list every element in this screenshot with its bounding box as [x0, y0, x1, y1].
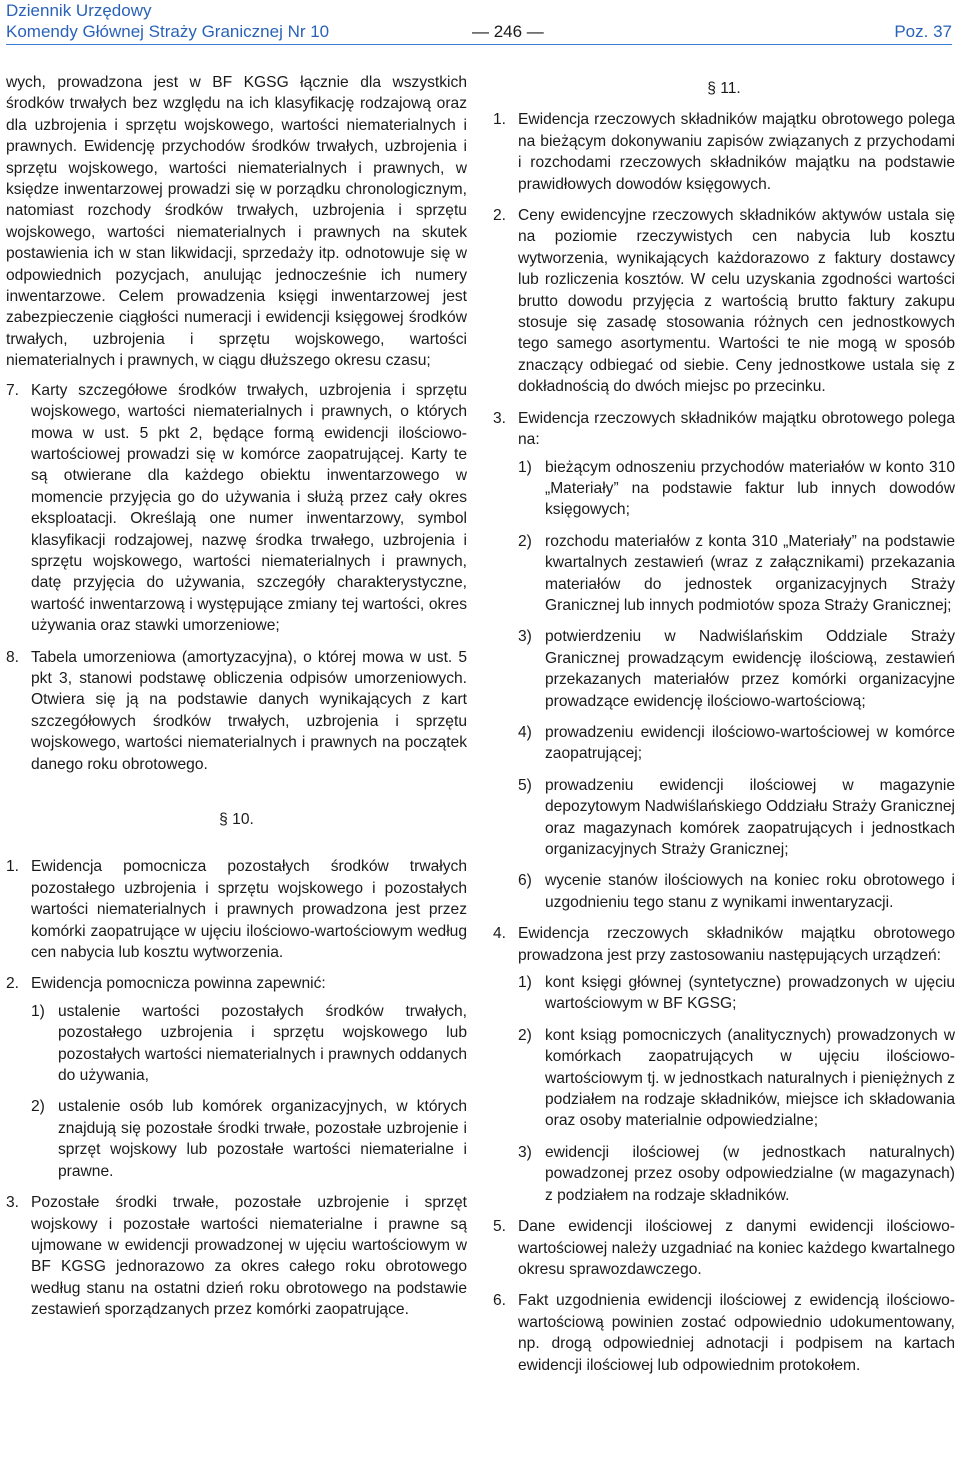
sub-item-10-2-1	[31, 1001, 467, 1087]
sub-item-text: bieżącym odnoszeniu przychodów materiałów w konto 310 „Materiały” na podstawie faktur lub innych dowodów księgowych;	[545, 458, 955, 519]
sub-item-number: 5)	[518, 776, 532, 794]
item-number: 1.	[6, 858, 20, 876]
list-item-11-4	[493, 923, 955, 1206]
item-number: 8.	[6, 648, 20, 666]
sub-item-11-4-1	[518, 972, 955, 1015]
item-text: Ewidencja pomocnicza powinna zapewnić:	[31, 975, 326, 993]
issuer-name: Komendy Głównej Straży Granicznej Nr 10	[6, 22, 330, 41]
list-item-11-5	[493, 1216, 955, 1280]
page-number: — 246 —	[472, 22, 544, 41]
sub-item-number: 3)	[518, 1143, 532, 1161]
item-text: Dane ewidencji ilościowej z danymi ewidencji ilościowo-wartościowej należy uzgadniać na koniec każdego kwartalnego okresu sprawozdawczego.	[518, 1218, 955, 1278]
list-item-7	[6, 380, 467, 637]
list-item-11-3	[493, 408, 955, 914]
item-number: 2.	[6, 975, 20, 993]
sub-item-number: 2)	[518, 1026, 532, 1044]
sub-item-text: ustalenie osób lub komórek organizacyjnych, w których znajdują się pozostałe środki trwałe, pozostałe uzbrojenie i sprzęt wojskowy lub pozostałe wartości niematerialne i prawne.	[58, 1098, 467, 1180]
sub-item-number: 1)	[518, 458, 532, 476]
item-text: Ceny ewidencyjne rzeczowych składników aktywów ustala się na poziomie rzeczywistych cen nabycia lub kosztu wytworzenia, wynikających każdorazowo z faktury dostawcy lub rozliczenia kosztów. W celu uzyskania zgodności wartości brutto dowodu przyjęcia z wartością brutto faktury zakupu stosuje się zasadę stosowania różnych cen jednostkowych tego samego asortymentu. Wartości te nie mogą w sposób znaczący odbiegać od siebie. Ceny jednostkowe ustala się z dokładnością do dwóch miejsc po przecinku.	[518, 207, 955, 396]
sub-item-number: 2)	[31, 1098, 45, 1116]
section-heading-11: § 11.	[707, 80, 741, 97]
list-item-8	[6, 647, 467, 775]
sub-item-text: ewidencji ilościowej (w jednostkach naturalnych) powadzonej przez osoby odpowiedzialne (w magazynach) z podziałem na rodzaje składników.	[545, 1143, 955, 1204]
left-column	[6, 72, 467, 1331]
sub-item-11-3-2	[518, 531, 955, 617]
item-number: 5.	[493, 1218, 507, 1236]
item-number: 3.	[493, 409, 507, 427]
item-text: Ewidencja rzeczowych składników majątku obrotowego prowadzona jest przy zastosowaniu następujących urządzeń:	[518, 925, 955, 964]
sub-item-text: potwierdzeniu w Nadwiślańskim Oddziale Straży Granicznej prowadzącym ewidencję ilościową, zestawień przekazanych materiałów przez komórki organizacyjne prowadzące ewidencję ilościowo-wartościową;	[545, 628, 955, 710]
item-number: 1.	[493, 111, 507, 129]
section-heading-10: § 10.	[219, 811, 254, 828]
list-item-10-2	[6, 973, 467, 1182]
list-item-10-1	[6, 856, 467, 963]
page-header	[6, 0, 952, 45]
item-number: 6.	[493, 1292, 507, 1310]
item-number: 3.	[6, 1194, 20, 1212]
sub-item-number: 4)	[518, 723, 532, 741]
sub-item-number: 3)	[518, 628, 532, 646]
sub-item-11-3-6	[518, 870, 955, 913]
right-column	[493, 72, 955, 1386]
sub-item-text: wycenie stanów ilościowych na koniec roku obrotowego i uzgodnieniu tego stanu z wynikami inwentaryzacji.	[545, 872, 955, 911]
item-text: Tabela umorzeniowa (amortyzacyjna), o której mowa w ust. 5 pkt 3, stanowi podstawę obliczenia odpisów umorzeniowych. Otwiera się ją na podstawie danych wynikających z kart szczegółowych środków trwałych, uzbrojenia i sprzętu wojskowego, wartości niematerialnych i prawnych na początek danego roku obrotowego.	[31, 648, 467, 773]
list-item-11-6	[493, 1290, 955, 1376]
sub-item-number: 1)	[518, 974, 532, 992]
sub-item-11-4-2	[518, 1025, 955, 1132]
sub-item-number: 6)	[518, 872, 532, 890]
list-item-11-1	[493, 109, 955, 195]
sub-item-10-2-2	[31, 1096, 467, 1182]
position-number: Poz. 37	[894, 22, 952, 41]
sub-item-number: 1)	[31, 1002, 45, 1020]
item-text: Ewidencja rzeczowych składników majątku obrotowego polega na bieżącym dokonywaniu zapisów związanych z przychodami i rozchodami rzeczowych składników majątku na podstawie prawidłowych dowodów księgowych.	[518, 111, 955, 193]
sub-item-11-3-4	[518, 722, 955, 765]
sub-item-number: 2)	[518, 532, 532, 550]
list-item-10-3	[6, 1192, 467, 1320]
item-text: Pozostałe środki trwałe, pozostałe uzbrojenie i sprzęt wojskowy i pozostałe wartości niematerialne i prawne są ujmowane w ewidencji prowadzonej w ujęciu wartościowym w BF KGSG jednorazowo za okres całego roku obrotowego według stanu na ostatni dzień roku obrotowego na podstawie zestawień sporządzanych przez komórki zaopatrujące.	[31, 1194, 467, 1319]
sub-item-11-3-3	[518, 626, 955, 712]
sub-item-text: kont ksiąg pomocniczych (analitycznych) prowadzonych w komórkach zaopatrujących w ujęciu ilościowo-wartościowym tj. w jednostkach naturalnych i pieniężnych z podziałem na rodzaje składników, miejsce ich składowania oraz osoby materialnie odpowiedzialne;	[545, 1026, 955, 1130]
list-item-11-2	[493, 205, 955, 398]
item-text: Karty szczegółowe środków trwałych, uzbrojenia i sprzętu wojskowego, wartości niematerialnych i prawnych, o których mowa w ust. 5 pkt 2, będące formą ewidencji ilościowo-wartościowej prowadzi się w komórce zaopatrującej. Karty te są otwierane dla każdego obiektu inwentarzowego w momencie przyjęcia go do używania i służą przez cały okres eksploatacji. Określają one numer inwentarzowy, symbol klasyfikacji rodzajowej, nazwę środka trwałego, uzbrojenia i sprzętu wojskowego, wartości niematerialnych i prawnych, datę przyjęcia do używania, szczegóły charakterystyczne, wartość inwentarzową i występujące zmiany tej wartości, okres używania oraz stawki umorzeniowe;	[31, 381, 467, 635]
sub-item-11-3-5	[518, 775, 955, 861]
item-text: Fakt uzgodnienia ewidencji ilościowej z ewidencją ilościowo-wartościową powinien zostać odpowiednio udokumentowany, np. drogą odpowiedniej adnotacji i podpisem na kartach ewidencji ilościowej lub odpowiednim protokołem.	[518, 1292, 955, 1374]
sub-item-text: rozchodu materiałów z konta 310 „Materiały” na podstawie kwartalnych zestawień (wraz z załącznikami) przekazania materiałów do jednostek organizacyjnych Straży Granicznej lub innych podmiotów spoza Straży Granicznej;	[545, 532, 955, 614]
sub-item-text: prowadzeniu ewidencji ilościowo-wartościowej w komórce zaopatrującej;	[545, 723, 955, 763]
continued-paragraph: wych, prowadzona jest w BF KGSG łącznie dla wszystkich środków trwałych bez względu na ich klasyfikację rodzajową oraz dla uzbrojenia i sprzętu wojskowego, wartości niematerialnych i prawnych. Ewidencję przychodów środków trwałych, uzbrojenia i sprzętu wojskowego, wartości niematerialnych i prawnych, w księdze inwentarzowej prowadzi się w porządku chronologicznym, natomiast rozchody środków trwałych, uzbrojenia i sprzętu wojskowego, wartości niematerialnych i prawnych na skutek postawienia ich w stan likwidacji, sprzedaży itp. odnotowuje się w odpowiednich pozycjach, anulując jednocześnie ich numery inwentarzowe. Celem prowadzenia księgi inwentarzowej jest zabezpieczenie ciągłości numeracji i ewidencji księgowej środków trwałych, uzbrojenia i sprzętu wojskowego, wartości niematerialnych i prawnych, w ciągu dłuższego okresu czasu;	[6, 74, 467, 370]
item-number: 2.	[493, 207, 507, 225]
sub-item-text: kont księgi głównej (syntetyczne) prowadzonych w ujęciu wartościowym w BF KGSG;	[545, 974, 955, 1013]
item-number: 4.	[493, 925, 507, 943]
sub-item-11-4-3	[518, 1142, 955, 1206]
sub-item-text: prowadzeniu ewidencji ilościowej w magazynie depozytowym Nadwiślańskiego Oddziału Straży Granicznej oraz magazynach komórek zaopatrujących i jednostkach organizacyjnych Straży Granicznej;	[545, 776, 955, 858]
sub-item-text: ustalenie wartości pozostałych środków trwałych, pozostałego uzbrojenia i sprzętu wojskowego lub pozostałych wartości niematerialnych i prawnych oddanych do używania,	[58, 1002, 467, 1085]
header-title-block	[6, 0, 329, 42]
item-text: Ewidencja rzeczowych składników majątku obrotowego polega na:	[518, 409, 955, 449]
item-text: Ewidencja pomocnicza pozostałych środków trwałych pozostałego uzbrojenia i sprzętu wojskowego i pozostałych wartości niematerialnych i prawnych prowadzona jest przez komórki zaopatrujące w ujęciu ilościowo-wartościowym według cen nabycia lub kosztu wytworzenia.	[31, 858, 467, 962]
item-number: 7.	[6, 381, 20, 399]
sub-item-11-3-1	[518, 457, 955, 521]
journal-name: Dziennik Urzędowy	[6, 1, 152, 20]
